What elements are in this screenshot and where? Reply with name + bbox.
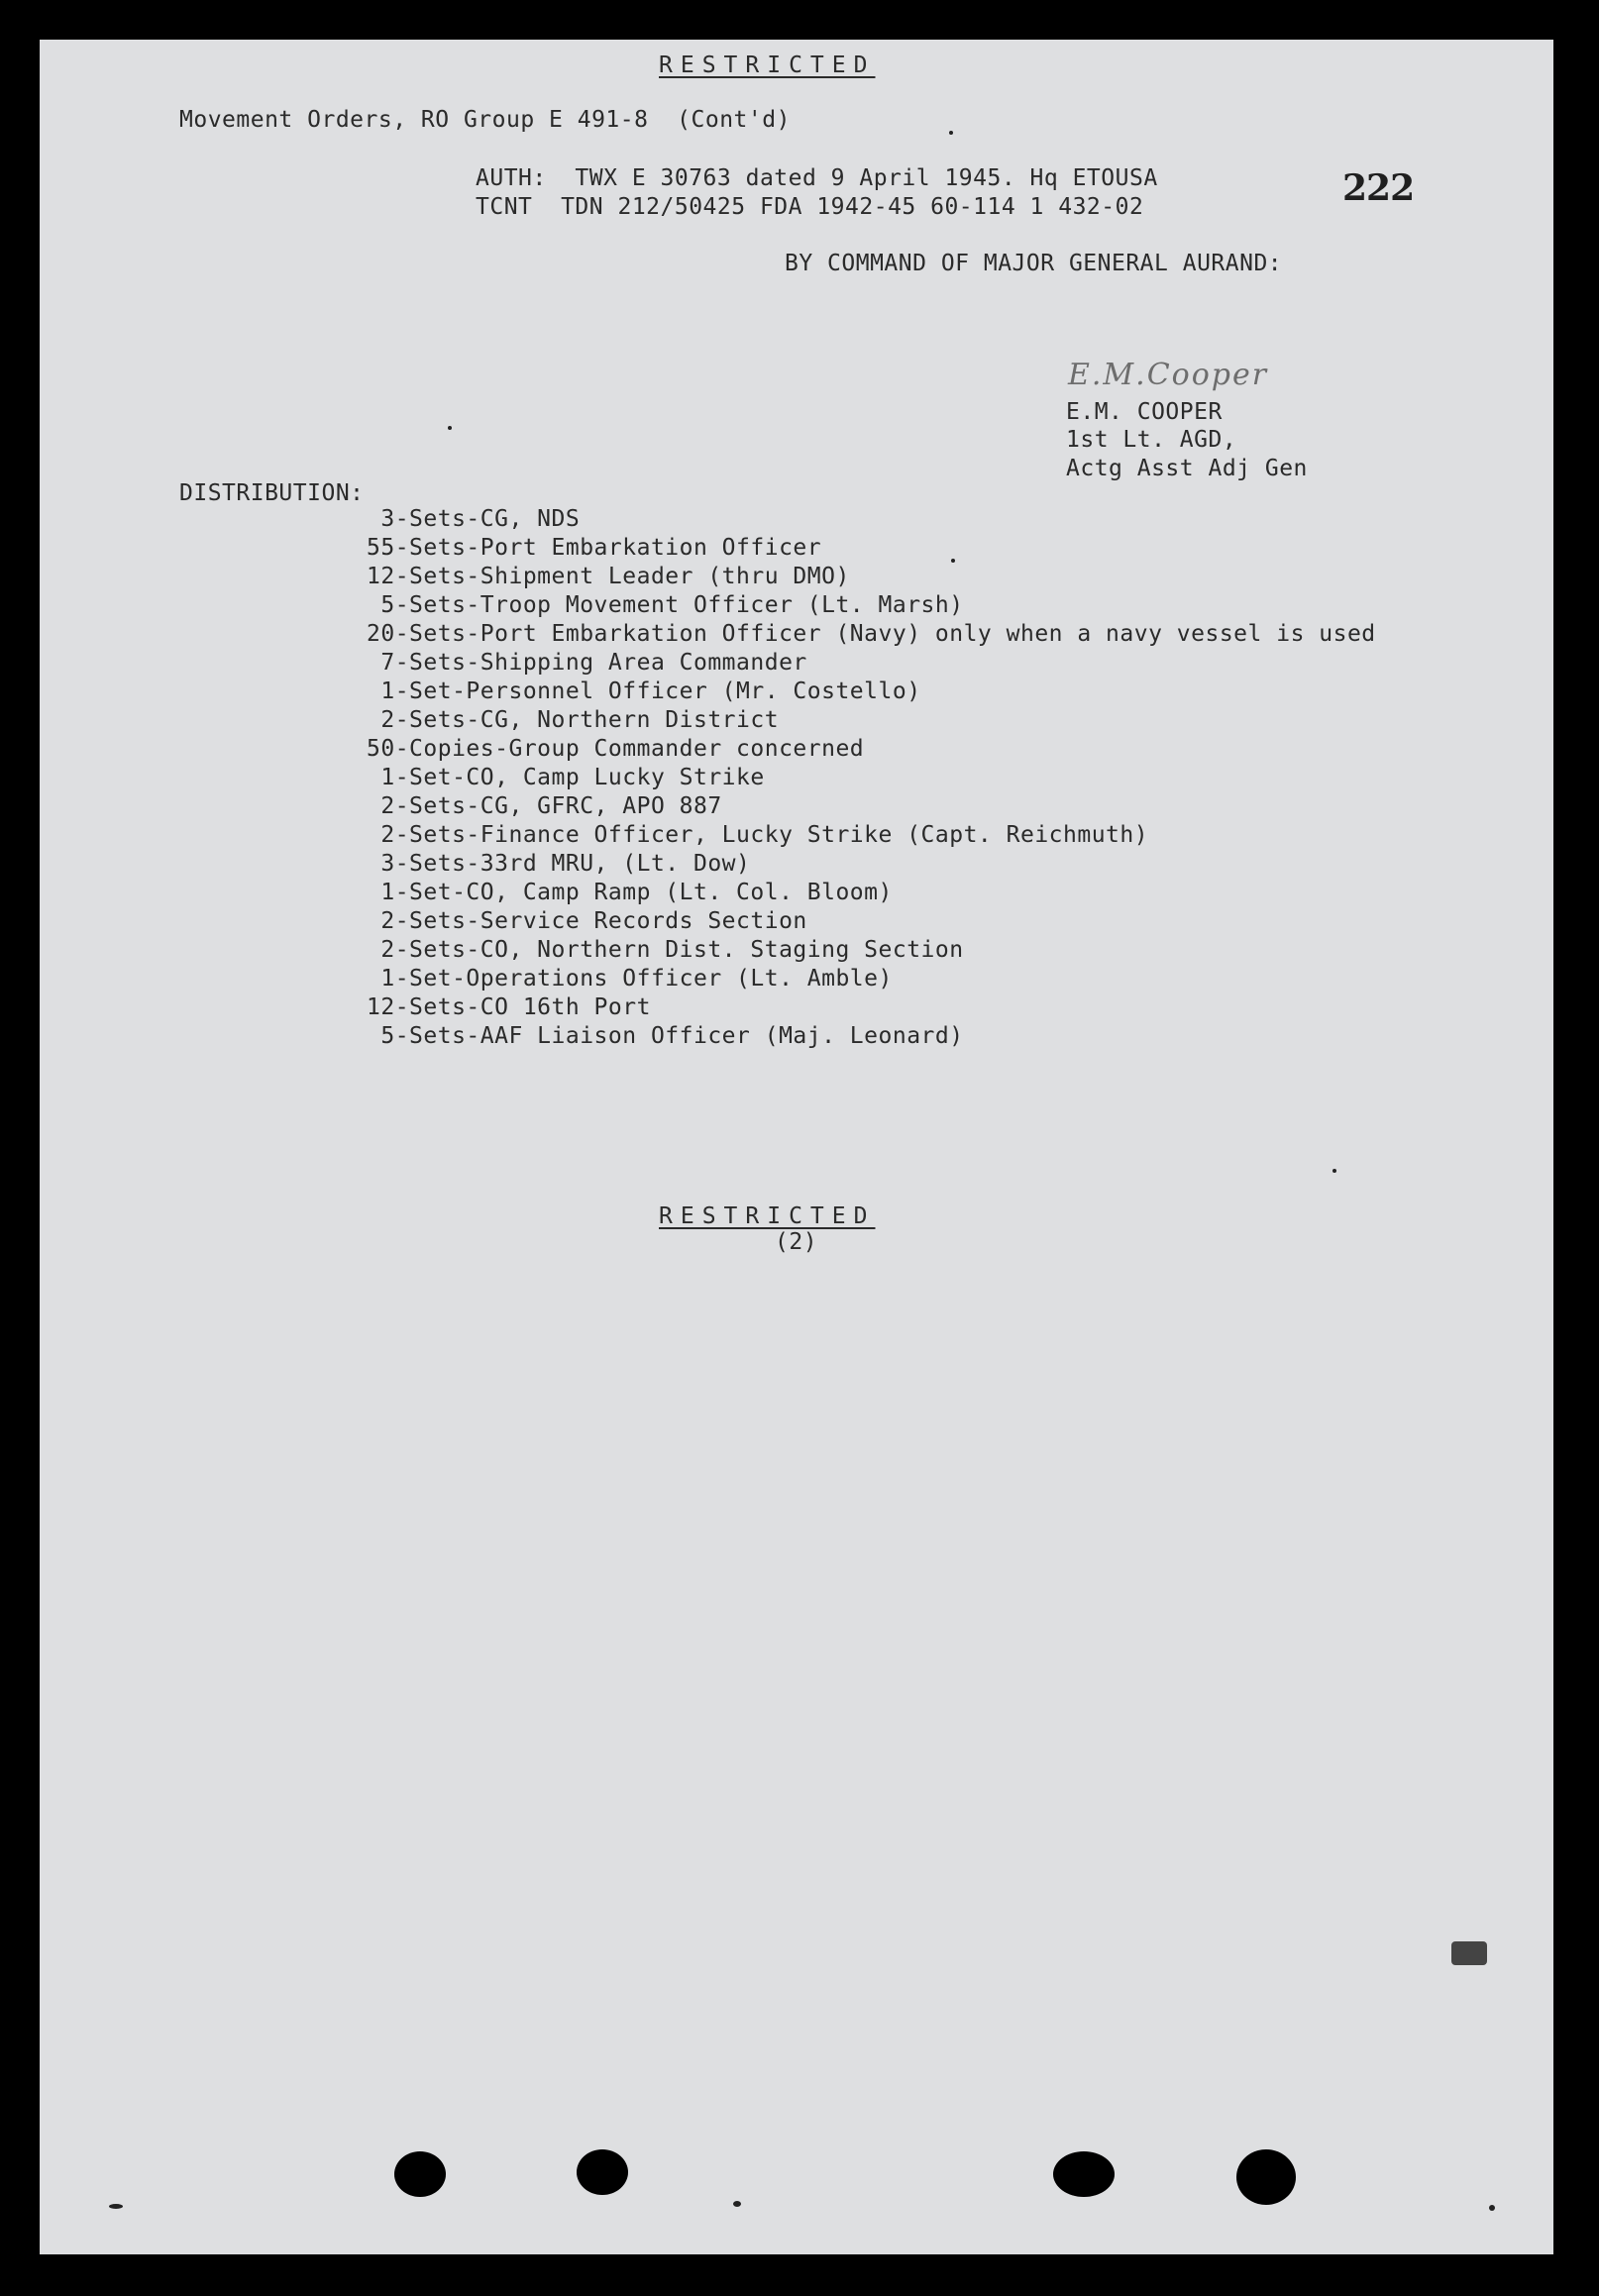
signatory-rank: 1st Lt. AGD, [1066, 427, 1237, 453]
order-title: Movement Orders, RO Group E 491-8 (Cont'd) [179, 107, 791, 133]
distribution-item: 2-Sets-CG, GFRC, APO 887 [367, 793, 722, 819]
signatory-name: E.M. COOPER [1066, 399, 1223, 425]
distribution-item: 1-Set-Operations Officer (Lt. Amble) [367, 966, 893, 991]
distribution-item: 2-Sets-CO, Northern Dist. Staging Section [367, 937, 964, 963]
punch-hole [394, 2151, 446, 2197]
distribution-item: 20-Sets-Port Embarkation Officer (Navy) only when a navy vessel is used [367, 621, 1376, 647]
distribution-item: 1-Set-Personnel Officer (Mr. Costello) [367, 678, 921, 704]
scan-speck [448, 426, 452, 430]
distribution-list [367, 505, 1376, 1051]
scan-smudge [1451, 1941, 1487, 1965]
distribution-item: 12-Sets-CO 16th Port [367, 994, 651, 1020]
handwritten-signature: E.M.Cooper [1068, 358, 1269, 392]
distribution-item: 5-Sets-AAF Liaison Officer (Maj. Leonard) [367, 1023, 964, 1049]
distribution-item: 50-Copies-Group Commander concerned [367, 736, 865, 762]
distribution-item: 1-Set-CO, Camp Ramp (Lt. Col. Bloom) [367, 880, 893, 905]
scan-speck [733, 2201, 741, 2207]
tcnt-line: TCNT TDN 212/50425 FDA 1942-45 60-114 1 432-02 [476, 194, 1144, 220]
distribution-item: 2-Sets-Finance Officer, Lucky Strike (Capt. Reichmuth) [367, 822, 1149, 848]
page-number: 222 [1342, 167, 1415, 209]
distribution-item: 1-Set-CO, Camp Lucky Strike [367, 765, 765, 790]
punch-hole [1053, 2151, 1115, 2197]
punch-hole [577, 2149, 628, 2195]
distribution-item: 2-Sets-Service Records Section [367, 908, 807, 934]
page-label: (2) [775, 1229, 818, 1255]
distribution-item: 7-Sets-Shipping Area Commander [367, 650, 807, 676]
scan-speck [949, 131, 953, 135]
scan-speck [109, 2204, 123, 2209]
distribution-item: 12-Sets-Shipment Leader (thru DMO) [367, 564, 850, 589]
distribution-heading: DISTRIBUTION: [179, 480, 365, 506]
distribution-item: 3-Sets-CG, NDS [367, 506, 581, 532]
punch-hole [1236, 2149, 1296, 2205]
distribution-item: 5-Sets-Troop Movement Officer (Lt. Marsh) [367, 592, 964, 618]
command-line: BY COMMAND OF MAJOR GENERAL AURAND: [785, 251, 1283, 276]
classification-header: RESTRICTED [659, 52, 876, 78]
signatory-title: Actg Asst Adj Gen [1066, 456, 1308, 481]
distribution-item: 2-Sets-CG, Northern District [367, 707, 780, 733]
auth-line: AUTH: TWX E 30763 dated 9 April 1945. Hq ETOUSA [476, 165, 1158, 191]
scan-speck [951, 559, 955, 563]
scan-speck [1332, 1169, 1336, 1173]
document-page [40, 40, 1553, 2254]
scan-speck [1489, 2205, 1495, 2211]
classification-footer: RESTRICTED [659, 1203, 876, 1229]
distribution-item: 55-Sets-Port Embarkation Officer [367, 535, 822, 561]
distribution-item: 3-Sets-33rd MRU, (Lt. Dow) [367, 851, 751, 877]
